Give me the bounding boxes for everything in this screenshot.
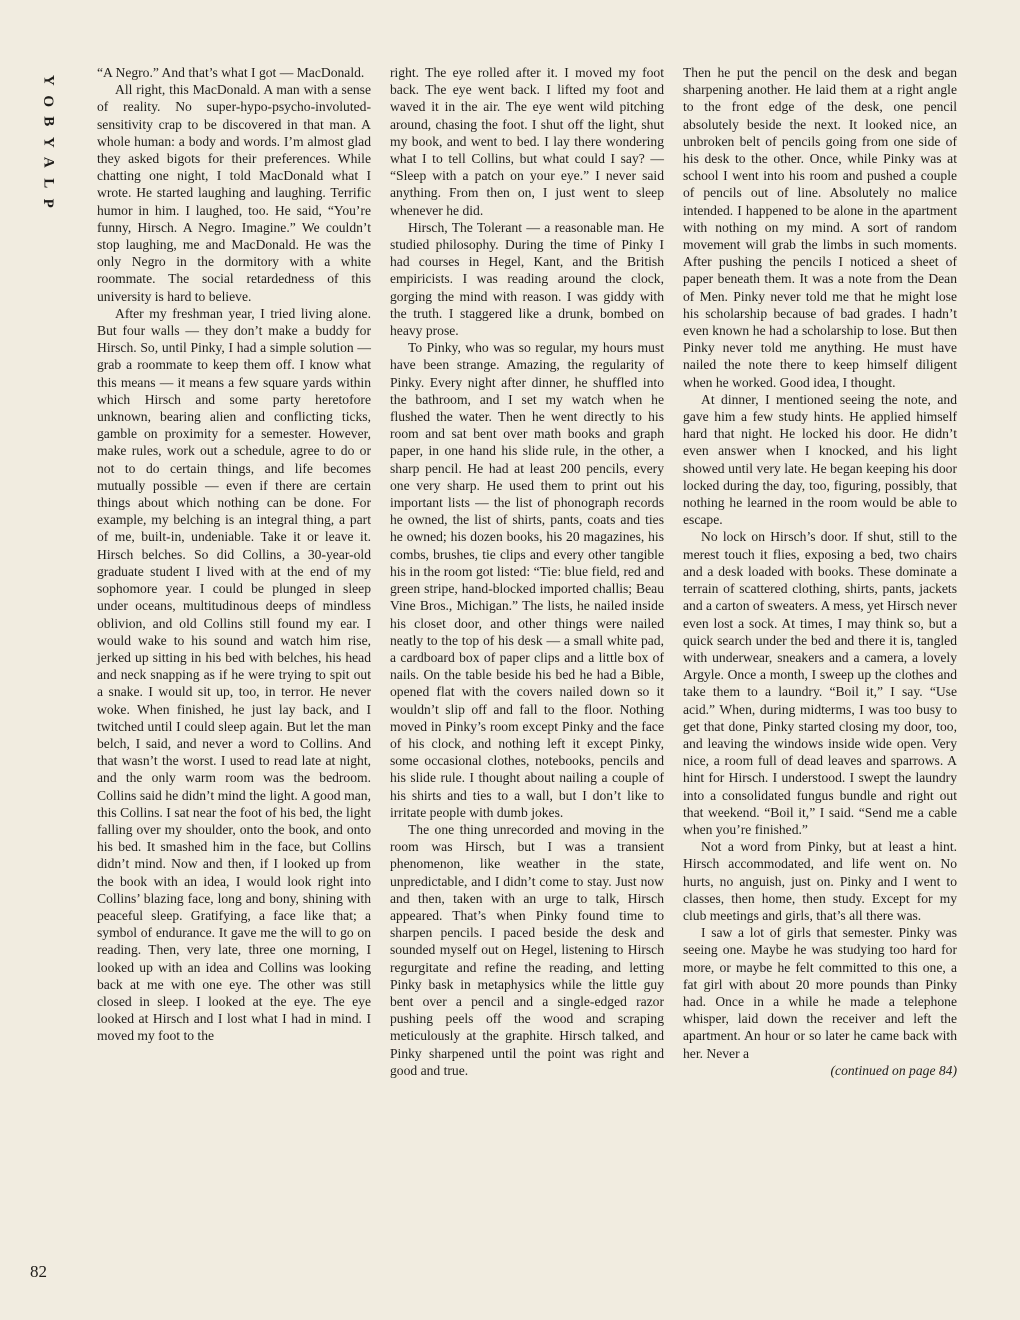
paragraph: “A Negro.” And that’s what I got — MacDonald. — [97, 65, 365, 80]
paragraph: right. The eye rolled after it. I moved my foot back. The eye went back. I lifted my foot and waved it in the air. The eye went wild pitching around, chasing the foot. I shut off the light, shut my book, and went to bed. I lay there wondering what I to tell Collins, but what could I say? — “Sleep with a patch on your eye.” I never said anything. From then on, I just went to sleep whenever he did. — [390, 65, 664, 218]
paragraph: After my freshman year, I tried living alone. But four walls — they don’t make a buddy for Hirsch. So, until Pinky, I had a simple solution — grab a roommate to keep them off. I know what this means — it means a few square yards within which Hirsch and some party heretofore unknown, bearing alien and conflicting ticks, gamble on proximity for a semester. However, make rules, work out a schedule, agree to do or not to do certain things, and life becomes mutually possible — even if there are certain things about which nothing can be done. For example, my belching is an integral thing, a part of me, built-in, undeniable. Take it or leave it. Hirsch belches. So did Collins, a 30-year-old graduate student I lived with at the end of my sophomore year. I could be plunged in sleep under oceans, multitudinous deeps of mindless oblivion, and old Collins still found my ear. I would wake to his sound and watch him rise, jerked up sitting in his bed with belches, his head and neck snapping as if he were trying to spit out a snake. I would sit up, too, in terror. He never woke. When finished, he just lay back, and I twitched until I could sleep again. But let the man belch, I said, and never a word to Collins. And that wasn’t the worst. I used to read late at night, and the only warm room was the bedroom. Collins said he didn’t mind the light. A good man, this Collins. I sat near the foot of his bed, the light falling over my shoulder, onto the book, and onto his bed. It smashed him in the face, but Collins didn’t mind. Now and then, if I looked up from the book with an idea, I would look right into Collins’ blazing face, long and bony, shining with peaceful sleep. Gratifying, a face like that; a symbol of endurance. It gave me the will to go on reading. Then, very late, three one morning, I looked up with an idea and Collins was looking back at me with one eye. The other was still closed in sleep. I looked at the eye. The eye looked at Hirsch and I lost what I had in mind. I moved my foot to the — [97, 305, 371, 1044]
paragraph: To Pinky, who was so regular, my hours must have been strange. Amazing, the regularity of Pinky. Every night after dinner, he shuffled into the bathroom, and I set my watch when he flushed the water. Then he went directly to his room and sat bent over math books and graph paper, in one hand his slide rule, in the other, a sharp pencil. He had at least 200 pencils, every one very sharp. He used them to print out his important lists — the list of phonograph records he owned, the list of shirts, pants, coats and ties he owned; his dozen books, his 20 magazines, his combs, brushes, tie clips and every other tangible his in the room got listed: “Tie: blue field, red and green stripe, hand-blocked imported challis; Beau Vine Bros., Michigan.” The lists, he nailed inside his closet door, and other things were nailed neatly to the top of his desk — a small white pad, a cardboard box of paper clips and a little box of nails. On the table beside his bed he had a Bible, opened flat with the covers nailed down so it wouldn’t slip off and fall to the floor. Nothing moved in Pinky’s room except Pinky and the face of his clock, and nothing left it except Pinky, some occasional clothes, notebooks, pencils and his slide rule. I thought about nailing a couple of his shirts and ties to a wall, but I don’t like to irritate people with dumb jokes. — [390, 340, 664, 820]
text-column-2 — [390, 64, 664, 1079]
masthead-letter: B — [40, 116, 57, 127]
masthead-letter: Y — [40, 136, 57, 148]
masthead-letter: Y — [40, 74, 57, 86]
paragraph: Then he put the pencil on the desk and began sharpening another. He laid them at a right angle to the front edge of the desk, one pencil absolutely beside the next. It looked nice, an unbroken belt of pencils going from one side of his desk to the other. Once, while Pinky was at school I went into his room and pushed a couple of pencils out of line. Absolutely no malice intended. I happened to be alone in the apartment with nothing on my mind. A sort of random movement will grab the limbs in such moments. After pushing the pencils I noticed a sheet of paper beneath them. It was a note from the Dean of Men. Pinky never told me that he might lose his scholarship because of bad grades. I hadn’t even known he had a scholarship to lose. But then Pinky never told me anything. He must have nailed the note there to keep himself diligent when he worked. Good idea, I thought. — [683, 65, 957, 390]
paragraph: I saw a lot of girls that semester. Pinky was seeing one. Maybe he was studying too hard for more, or maybe he felt committed to this one, a fat girl with about 20 more pounds than Pinky had. Once in a while he made a telephone whisper, laid down the receiver and left the apartment. An hour or so later he came back with her. Never a — [683, 925, 957, 1061]
paragraph: Not a word from Pinky, but at least a hint. Hirsch accommodated, and life went on. No hurts, no anguish, just on. Pinky and I went to classes, then home, then study. Except for my club meetings and girls, that’s all there was. — [683, 839, 957, 923]
magazine-masthead — [38, 70, 58, 214]
paragraph: No lock on Hirsch’s door. If shut, still to the merest touch it flies, exposing a bed, two chairs and a desk loaded with books. These dominate a terrain of scattered clothing, shirts, pants, jackets and a carton of sweaters. A mess, yet Hirsch never even lost a sock. At times, I may think so, but a quick search under the bed and there it is, tangled with underwear, sneakers and a camera, a lovely Argyle. Once a month, I sweep up the clothes and take them to a laundry. “Boil it,” I say. “Use acid.” When, during midterms, I was too busy to get that done, Pinky started closing my door, too, and leaving the windows inside wide open. Very nice, a room full of dead leaves and sparrows. A hint for Hirsch. I understood. I swept the laundry into a consolidated fungus bundle and right out that weekend. “Boil it,” I said. “Send me a cable when you’re finished.” — [683, 529, 957, 837]
text-column-3 — [683, 64, 957, 1079]
masthead-letter: A — [40, 156, 57, 168]
masthead-letter: L — [40, 177, 57, 188]
continued-note: (continued on page 84) — [830, 1062, 957, 1078]
page-number: 82 — [30, 1262, 47, 1281]
text-column-1 — [97, 64, 371, 1045]
paragraph: Hirsch, The Tolerant — a reasonable man. He studied philosophy. During the time of Pinky I had courses in Hegel, Kant, and the British empiricists. I was reading around the clock, gorging the mind with reason. I was giddy with the truth. I staggered like a drunk, bombed on heavy prose. — [390, 219, 664, 339]
paragraph: All right, this MacDonald. A man with a sense of reality. No super-hypo-psycho-involuted-sensitivity crap to be discovered in that man. A whole human: a body and words. I’m almost glad they asked bigots for their preferences. While chatting one night, I told MacDonald what I wrote. He started laughing and laughing. Terrific humor in him. I laughed, too. He said, “You’re funny, Hirsch. A Negro. Imagine.” We couldn’t stop laughing, me and MacDonald. He was the only Negro in the dormitory with a white roommate. The social retardedness of this university is hard to believe. — [97, 82, 371, 304]
masthead-letter: O — [40, 94, 57, 107]
paragraph: At dinner, I mentioned seeing the note, and gave him a few study hints. He applied himself hard that night. He locked his door. He didn’t even answer when I knocked, and his light showed until very late. He began keeping his door locked during the day, too, figuring, possibly, that nothing he learned in the room would be able to escape. — [683, 391, 957, 528]
paragraph: The one thing unrecorded and moving in the room was Hirsch, but I was a transient phenomenon, like weather in the state, unpredictable, and I didn’t come to stay. Just now and then, taken with an urge to talk, Hirsch appeared. That’s when Pinky found time to sharpen pencils. I paced beside the desk and sounded myself out on Hegel, listening to Hirsch regurgitate and refine the reading, and letting Pinky bask in metaphysics while the little guy bent over a pencil and a single-edged razor pushing peels off the wood and scraping meticulously at the graphite. Hirsch talked, and Pinky sharpened until the point was right and good and true. — [390, 821, 664, 1078]
masthead-letter: P — [40, 198, 57, 208]
